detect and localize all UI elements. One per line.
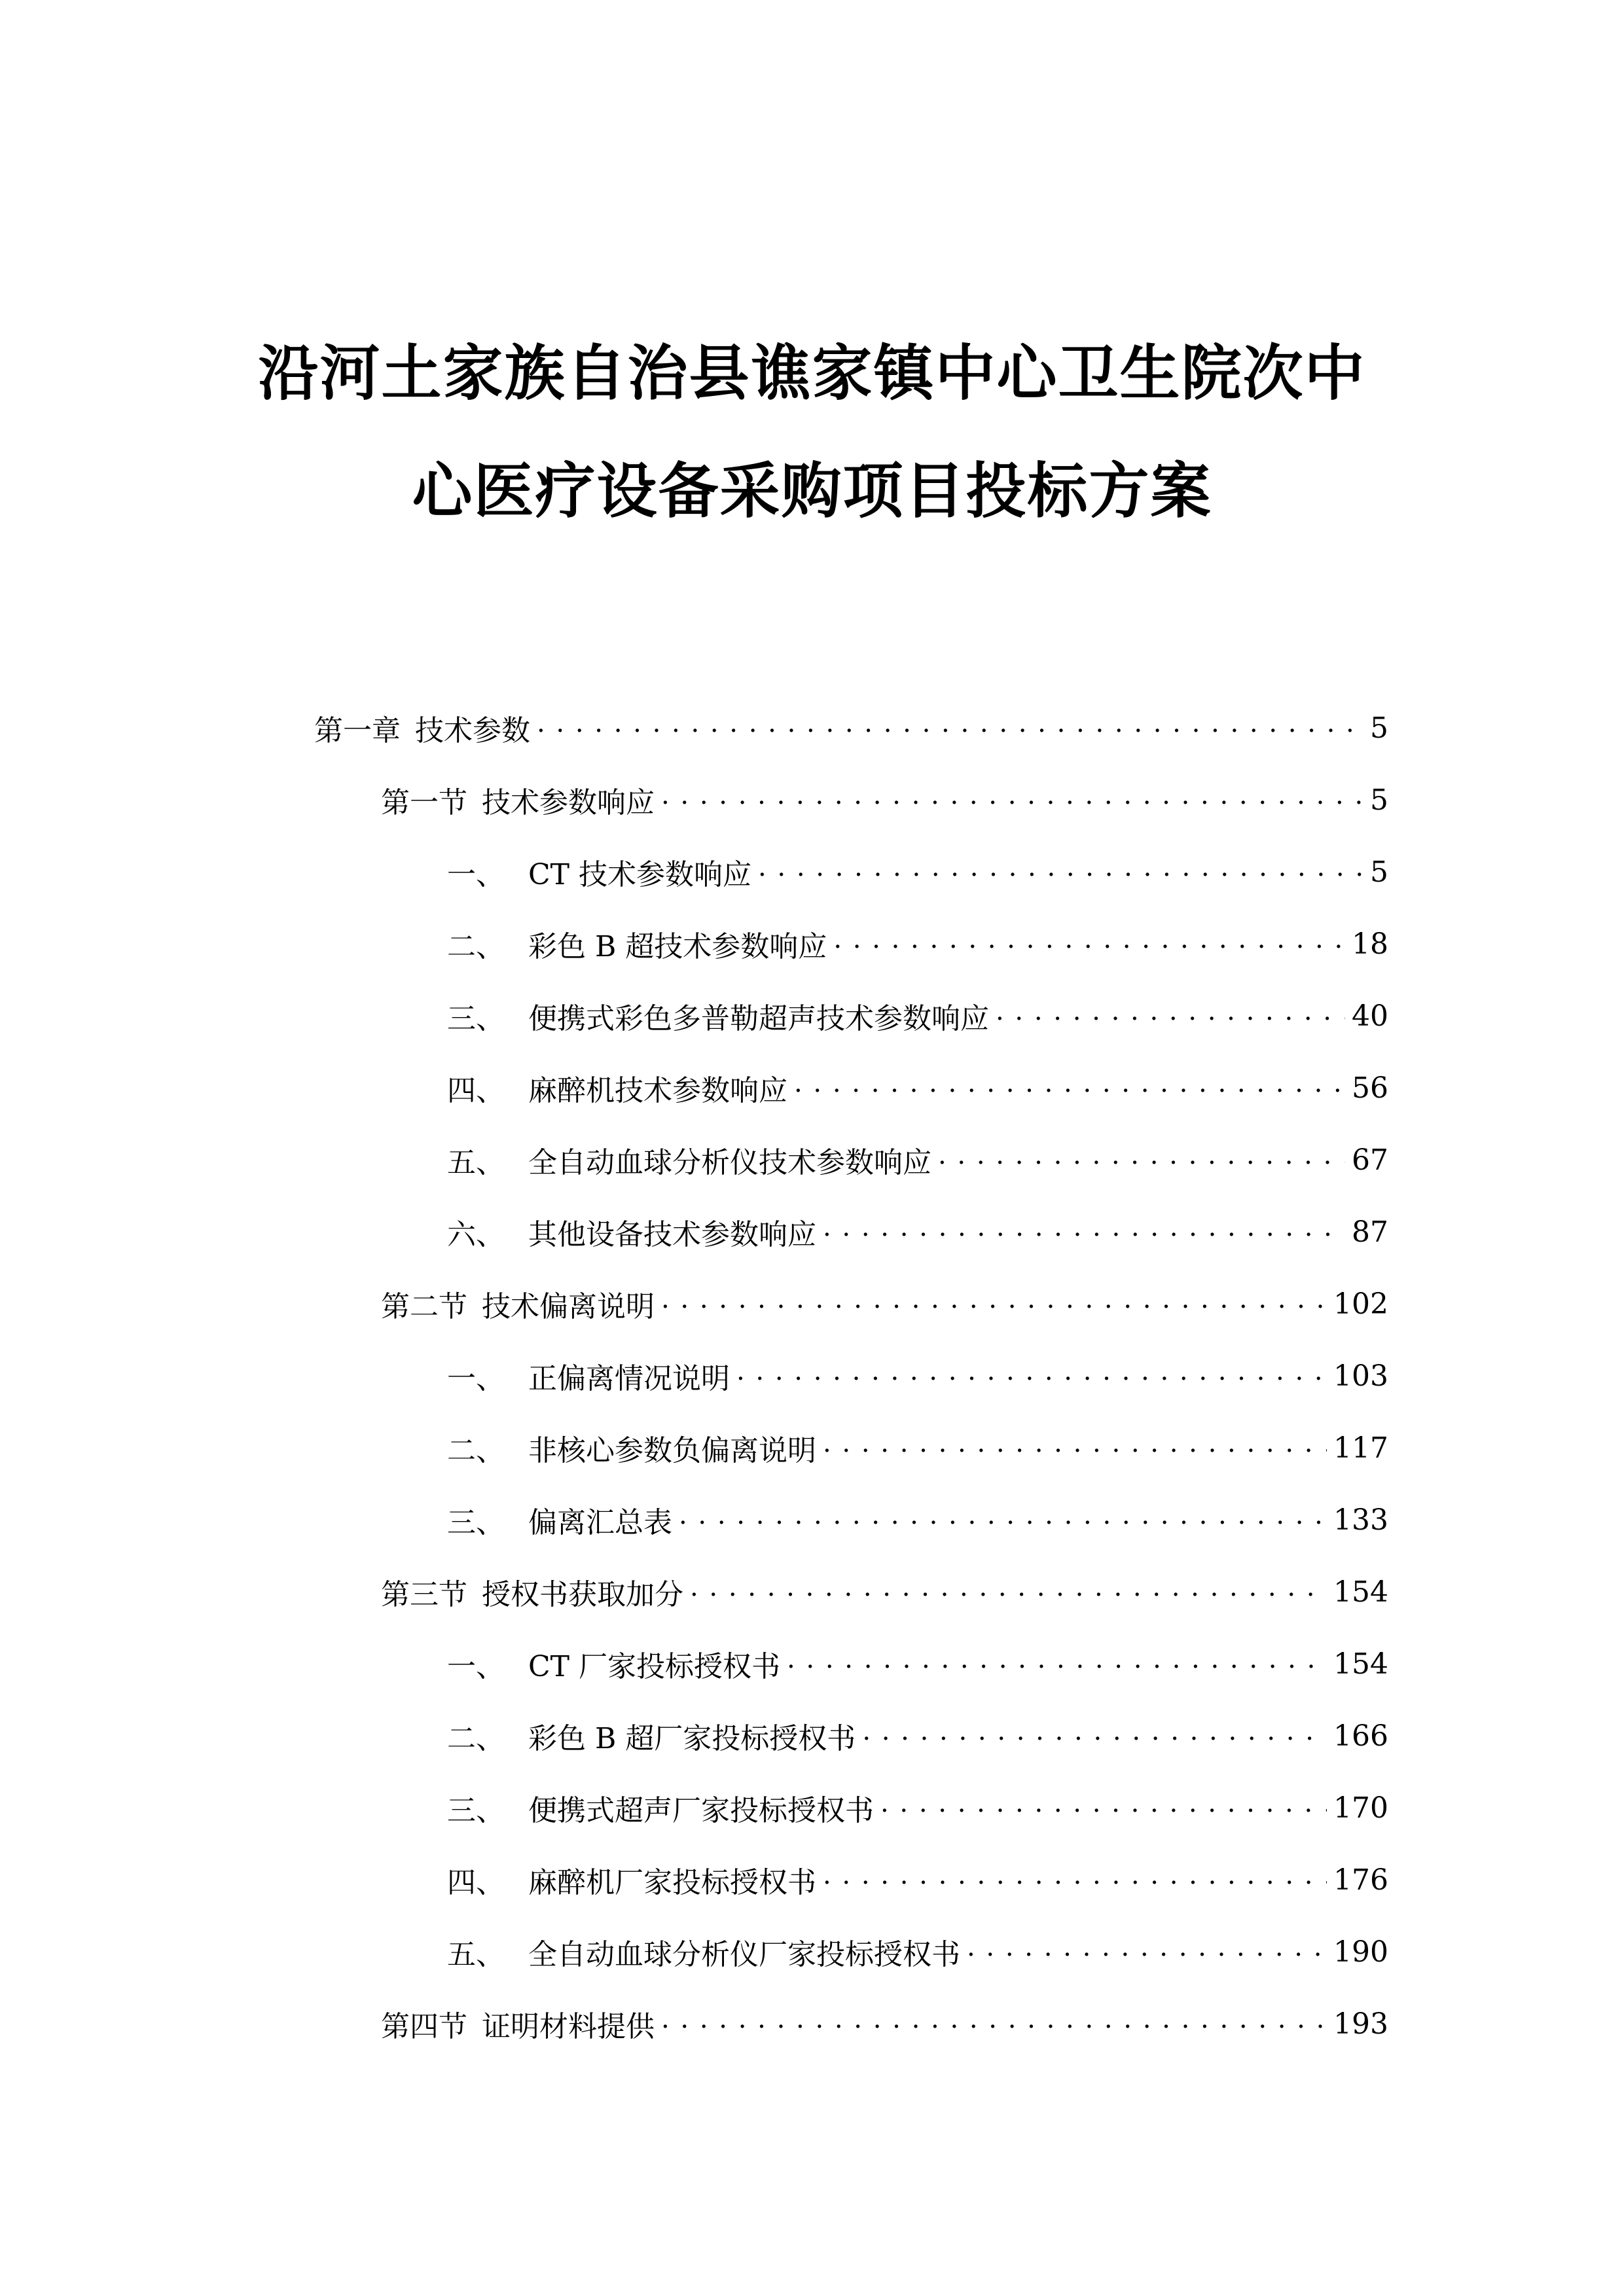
toc-entry-number: 三、	[447, 1002, 505, 1035]
dot-leader	[736, 1361, 1327, 1390]
toc-entry-label: 便携式超声厂家投标授权书	[528, 1794, 874, 1827]
dot-leader	[996, 1001, 1345, 1030]
toc-entry-page: 102	[1333, 1287, 1388, 1321]
toc-entry-label: 技术参数	[415, 714, 530, 747]
dot-leader	[880, 1793, 1327, 1822]
dot-leader	[823, 1433, 1327, 1462]
dot-leader	[938, 1145, 1345, 1174]
toc-entry-number: 二、	[447, 1434, 505, 1467]
toc-entry-page: 56	[1352, 1071, 1388, 1105]
toc-entry-number: 六、	[447, 1218, 505, 1251]
toc-entry-label: 麻醉机技术参数响应	[528, 1074, 787, 1107]
toc-entry-label: 全自动血球分析仪技术参数响应	[528, 1146, 931, 1179]
toc-entry-label: 非核心参数负偏离说明	[528, 1434, 816, 1467]
toc-entry-label: 全自动血球分析仪厂家投标授权书	[528, 1938, 960, 1971]
toc-entry-label: CT 厂家投标授权书	[528, 1650, 780, 1683]
toc-entry-label: 彩色 B 超厂家投标授权书	[528, 1722, 856, 1755]
toc-entry-page: 170	[1333, 1791, 1388, 1825]
toc-entry-item[interactable]	[447, 983, 1388, 1049]
toc-entry-label: 便携式彩色多普勒超声技术参数响应	[528, 1002, 989, 1035]
toc-entry-label: 证明材料提供	[482, 2010, 655, 2043]
toc-entry-page: 166	[1333, 1719, 1388, 1753]
toc-entry-page: 67	[1352, 1143, 1388, 1177]
toc-entry-item[interactable]	[447, 1343, 1388, 1408]
toc-entry-item[interactable]	[447, 1415, 1388, 1480]
document-title-line-1: 沿河土家族自治县谯家镇中心卫生院次中	[258, 338, 1366, 408]
toc-entry-label: 偏离汇总表	[528, 1506, 672, 1539]
toc-entry-item[interactable]	[447, 1775, 1388, 1840]
toc-entry-number: 三、	[447, 1794, 505, 1827]
toc-entry-page: 154	[1333, 1647, 1388, 1681]
toc-entry-section-4[interactable]	[381, 1991, 1388, 2056]
toc-entry-number: 五、	[447, 1146, 505, 1179]
toc-entry-chapter-1[interactable]	[314, 695, 1388, 761]
dot-leader	[823, 1865, 1327, 1894]
toc-entry-number: 一、	[447, 1362, 505, 1395]
dot-leader	[833, 929, 1345, 958]
dot-leader	[787, 1649, 1327, 1678]
toc-entry-page: 133	[1333, 1503, 1388, 1537]
toc-entry-page: 87	[1352, 1215, 1388, 1249]
dot-leader	[862, 1721, 1327, 1750]
toc-entry-page: 5	[1370, 711, 1388, 745]
toc-entry-number: 二、	[447, 930, 505, 963]
toc-entry-item[interactable]	[447, 1919, 1388, 1984]
toc-entry-number: 五、	[447, 1938, 505, 1971]
toc-entry-item[interactable]	[447, 1847, 1388, 1912]
toc-entry-number: 第一章	[314, 714, 401, 747]
dot-leader	[679, 1505, 1327, 1534]
toc-entry-item[interactable]	[447, 1127, 1388, 1193]
toc-entry-number: 三、	[447, 1506, 505, 1539]
toc-entry-label: 彩色 B 超技术参数响应	[528, 930, 827, 963]
toc-entry-item[interactable]	[447, 1487, 1388, 1552]
toc-entry-number: 一、	[447, 858, 505, 891]
toc-entry-page: 176	[1333, 1863, 1388, 1897]
toc-entry-label: CT 技术参数响应	[528, 858, 751, 891]
toc-entry-item[interactable]	[447, 839, 1388, 905]
toc-entry-section-1[interactable]	[381, 767, 1388, 833]
toc-entry-number: 一、	[447, 1650, 505, 1683]
toc-entry-number: 二、	[447, 1722, 505, 1755]
toc-entry-item[interactable]	[447, 1703, 1388, 1768]
toc-entry-number: 四、	[447, 1074, 505, 1107]
toc-entry-page: 40	[1352, 999, 1388, 1033]
toc-entry-label: 麻醉机厂家投标授权书	[528, 1866, 816, 1899]
toc-entry-section-2[interactable]	[381, 1271, 1388, 1336]
toc-entry-page: 117	[1333, 1431, 1388, 1465]
toc-entry-page: 190	[1333, 1935, 1388, 1969]
toc-entry-item[interactable]	[447, 1055, 1388, 1121]
toc-entry-section-3[interactable]	[381, 1559, 1388, 1624]
toc-entry-page: 5	[1370, 783, 1388, 817]
toc-entry-page: 5	[1370, 855, 1388, 889]
dot-leader	[794, 1073, 1345, 1102]
toc-entry-item[interactable]	[447, 1631, 1388, 1696]
toc-entry-number: 第三节	[381, 1578, 467, 1611]
toc-entry-page: 103	[1333, 1359, 1388, 1393]
dot-leader	[661, 2009, 1327, 2038]
toc-entry-page: 18	[1352, 927, 1388, 961]
dot-leader	[758, 857, 1363, 886]
document-title-line-2: 心医疗设备采购项目投标方案	[412, 456, 1212, 526]
dot-leader	[537, 713, 1363, 742]
toc-entry-page: 154	[1333, 1575, 1388, 1609]
dot-leader	[661, 1289, 1327, 1318]
toc-entry-label: 正偏离情况说明	[528, 1362, 730, 1395]
toc-entry-label: 技术参数响应	[482, 786, 655, 819]
toc-entry-number: 第二节	[381, 1290, 467, 1323]
dot-leader	[661, 785, 1363, 814]
toc-entry-item[interactable]	[447, 1199, 1388, 1265]
toc-entry-number: 第四节	[381, 2010, 467, 2043]
dot-leader	[967, 1937, 1327, 1966]
toc-entry-label: 授权书获取加分	[482, 1578, 683, 1611]
toc-entry-item[interactable]	[447, 911, 1388, 977]
toc-entry-label: 其他设备技术参数响应	[528, 1218, 816, 1251]
toc-entry-label: 技术偏离说明	[482, 1290, 655, 1323]
dot-leader	[823, 1217, 1345, 1246]
toc-entry-page: 193	[1333, 2007, 1388, 2041]
toc-entry-number: 第一节	[381, 786, 467, 819]
toc-entry-number: 四、	[447, 1866, 505, 1899]
dot-leader	[690, 1577, 1327, 1606]
